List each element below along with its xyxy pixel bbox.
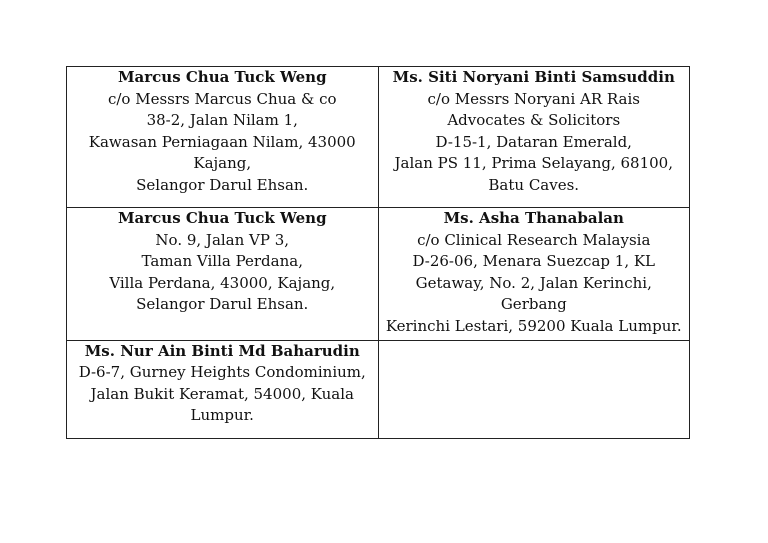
address-label [67, 340, 379, 438]
recipient-name: Ms. Nur Ain Binti Md Baharudin [84, 341, 360, 360]
recipient-name: Marcus Chua Tuck Weng [117, 68, 327, 86]
address-line: D-6-7, Gurney Heights Condominium, [78, 363, 366, 382]
label-row [67, 67, 690, 208]
address-line: Getaway, No. 2, Jalan Kerinchi, Gerbang [415, 273, 652, 314]
address-line: c/o Clinical Research Malaysia [417, 230, 651, 249]
address-label [378, 67, 690, 208]
label-row [67, 340, 690, 438]
address-line: Jalan PS 11, Prima Selayang, 68100, [394, 154, 673, 173]
address-label-empty [378, 340, 690, 438]
address-line: No. 9, Jalan VP 3, [155, 230, 290, 249]
address-line: c/o Messrs Marcus Chua & co [107, 89, 337, 108]
address-line: Kajang, [193, 154, 252, 173]
address-line: D-26-06, Menara Suezcap 1, KL [412, 252, 656, 271]
address-label [67, 67, 379, 208]
address-line: Kerinchi Lestari, 59200 Kuala Lumpur. [385, 316, 682, 335]
address-label [378, 208, 690, 341]
address-line: Kawasan Perniagaan Nilam, 43000 [88, 132, 356, 151]
recipient-name: Ms. Asha Thanabalan [443, 209, 624, 227]
recipient-name: Ms. Siti Noryani Binti Samsuddin [392, 68, 675, 86]
address-line: Taman Villa Perdana, [141, 252, 303, 271]
address-line: Jalan Bukit Keramat, 54000, Kuala [90, 384, 354, 403]
address-line: Batu Caves. [488, 175, 580, 194]
address-line: c/o Messrs Noryani AR Rais [427, 89, 640, 108]
address-line: Selangor Darul Ehsan. [136, 295, 309, 314]
address-label-table [66, 66, 690, 439]
address-line: 38-2, Jalan Nilam 1, [146, 111, 298, 130]
address-label [67, 208, 379, 341]
recipient-name: Marcus Chua Tuck Weng [117, 209, 327, 227]
address-line: Advocates & Solicitors [447, 111, 621, 130]
address-line: Lumpur. [190, 406, 254, 425]
address-line: D-15-1, Dataran Emerald, [435, 132, 632, 151]
address-line: Selangor Darul Ehsan. [136, 175, 309, 194]
label-row [67, 208, 690, 341]
address-line: Villa Perdana, 43000, Kajang, [109, 273, 336, 292]
